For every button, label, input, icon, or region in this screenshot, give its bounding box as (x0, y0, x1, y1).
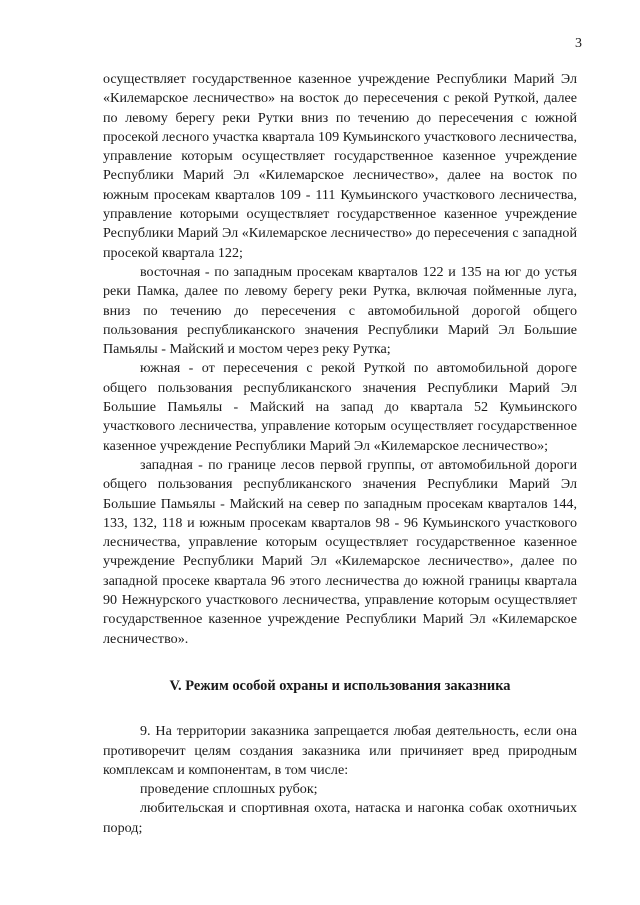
boundary-paragraph-continued: осуществляет государственное казенное учреждение Республики Марий Эл «Килемарское лесничество» на восток до пересечения с рекой Руткой, далее по левому берегу реки Рутки вниз по течению до пересечения с южной просекой лесного участка квартала 109 Кумьинского участкового лесничества, управление которым осуществляет государственное казенное учреждение Республики Марий Эл «Килемарское лесничество», далее на восток по южным просекам кварталов 109 - 111 Кумьинского участкового лесничества, управление которыми осуществляет государственное казенное учреждение Республики Марий Эл «Килемарское лесничество» до пересечения с западной просекой квартала 122; (103, 71, 577, 261)
prohibition-item: проведение сплошных рубок; (140, 781, 318, 798)
prohibition-paragraph: 9. На территории заказника запрещается любая деятельность, если она противоречит целям создания заказника или причиняет вред природным комплексам и компонентам, в том числе: (103, 723, 577, 778)
boundary-west-paragraph: западная - по границе лесов первой группы, от автомобильной дороги общего пользования республиканского значения Республики Марий Эл Большие Памьялы - Майский на север по западным просекам кварталов 144, 133, 132, 118 и южным просекам кварталов 98 - 96 Кумьинского участкового лесничества, управление которым осуществляет государственное казенное учреждение Республики Марий Эл «Килемарское лесничество», далее по западной просеке квартала 96 этого лесничества до южной границы квартала 90 Нежнурского участкового лесничества, управление которым осуществляет государственное казенное учреждение Республики Марий Эл «Килемарское лесничество». (103, 456, 577, 647)
prohibition-item: любительская и спортивная охота, натаска и нагонка собак охотничьих пород; (103, 800, 577, 836)
boundary-south-paragraph: южная - от пересечения с рекой Руткой по автомобильной дороге общего пользования республиканского значения Республики Марий Эл Большие Памьялы - Майский на запад до квартала 52 Кумьинского участкового лесничества, управление которым осуществляет государственное казенное учреждение Республики Марий Эл «Килемарское лесничество»; (103, 360, 577, 454)
section-heading: V. Режим особой охраны и использования заказника (169, 677, 511, 694)
boundary-east-paragraph: восточная - по западным просекам кварталов 122 и 135 на юг до устья реки Памка, далее по левому берегу реки Рутка, включая пойменные луга, вниз по течению до пересечения с автомобильной дорогой общего пользования республиканского значения Республики Марий Эл Большие Памьялы - Майский и мостом через реку Рутка; (103, 263, 577, 358)
document-body (103, 70, 577, 838)
page-number: 3 (575, 36, 582, 51)
